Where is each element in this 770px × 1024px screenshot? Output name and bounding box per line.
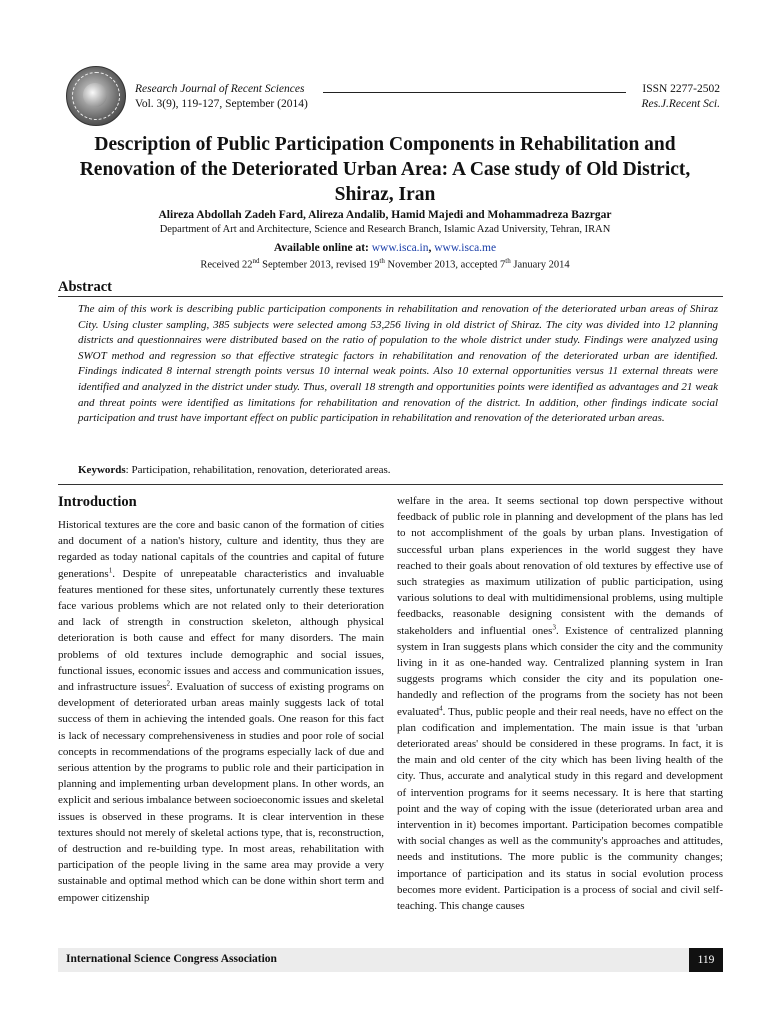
intro-paragraph-left <box>58 517 384 906</box>
citation-3: 3 <box>552 622 556 631</box>
intro-paragraph-right <box>397 493 723 914</box>
right-column <box>397 493 723 914</box>
revised-sup: th <box>379 257 385 265</box>
intro-text-4: welfare in the area. It seems sectional top down perspective without feedback of public role in planning and development of the plans has led to not accomplishment of the goals by urban plans. Investigation of successful urban plans experiences in the world suggest they have reached to their goals about renovation of old textures by effective use of such strategies as maximum utilization of public participation, using various solutions to deal with multidimensional problems, using multiple feedbacks, reasonable designing consistent with the demands of stakeholders and influential ones <box>397 495 723 637</box>
volume-info: Vol. 3(9), 119-127, September (2014) <box>135 98 308 110</box>
abstract-text: The aim of this work is describing public participation components in rehabilitation and renovation of the deteriorated urban areas of Shiraz City. Using cluster sampling, 385 subjects were selected among 53,256 living in old district of Shiraz. The city was divided into 12 planning districts and questionnaires were distributed based on the ratio of population to the whole district under study. Findings were analyzed using SWOT method and regression so that effective strategic factors in rehabilitation and renovation of the deteriorated urban are identified. Findings indicated 8 internal strength points versus 10 internal weak points. Also 10 external opportunities versus 11 external threats were identified and analyzed in the district under study. Thus, overall 18 strength and opportunities points were identified as advantages and 21 weak and threat points were identified as limitations for rehabilitation and renovation of the district. In addition, other findings indicate social participation and trust have important effect on public participation in rehabilitation and renovation of the deteriorated urban areas. <box>78 303 718 425</box>
footer-org: International Science Congress Association <box>66 953 277 965</box>
keywords-label: Keywords <box>78 464 126 476</box>
keywords-rule <box>58 484 723 485</box>
available-online <box>0 242 770 254</box>
isca-in-link[interactable]: www.isca.in <box>371 242 429 254</box>
journal-header-left <box>135 82 308 112</box>
journal-logo-icon <box>66 66 126 126</box>
accepted-sup: th <box>505 257 511 265</box>
citation-4: 4 <box>439 703 443 712</box>
globe-icon <box>83 83 107 107</box>
intro-text-3: . Evaluation of success of existing programs on development of deteriorated urban areas mainly suggests lack of total success of them in achieving the intended goals. One reason for this fact is lack of necessary comprehensiveness in studies and poor role of social concepts in recommendations of the programs especially lack of due and serious attention by the programs to public role and their participation in planning and implementing urban development plans. In other words, an explicit and serious imbalance between socioeconomic issues and skeletal issues is observed in these programs. It is clear intervention in these textures should not merely of skeletal actions type, that is, reconstruction, of destruction and re-building type. In most areas, rehabilitation with participation of the people living in the same area may provide a very sustainable and optimal method which can be done within short term and empower citizenship <box>58 681 384 904</box>
received-sup: nd <box>252 257 260 265</box>
intro-text-1: Historical textures are the core and basic canon of the formation of cities and document of a nation's history, culture and identity, thus they are regarded as today national capitals of the countries and capital of future generations <box>58 519 384 580</box>
citation-2: 2 <box>166 679 171 688</box>
page-number: 119 <box>689 948 723 972</box>
received-prefix: Received 22 <box>200 259 253 271</box>
left-column <box>58 493 384 906</box>
abstract-heading: Abstract <box>58 279 112 295</box>
citation-1: 1 <box>108 565 113 574</box>
issn: ISSN 2277-2502 <box>642 83 720 95</box>
keywords-text: : Participation, rehabilitation, renovation, deteriorated areas. <box>125 464 391 476</box>
isca-me-link[interactable]: www.isca.me <box>434 242 497 254</box>
affiliation: Department of Art and Architecture, Science and Research Branch, Islamic Azad University, Tehran, IRAN <box>159 224 611 235</box>
accepted-text: November 2013, accepted 7 <box>384 259 506 271</box>
received-dates <box>0 257 770 271</box>
footer-bar <box>58 948 723 972</box>
abstract-rule <box>58 296 723 297</box>
introduction-heading: Introduction <box>58 494 137 510</box>
paper-title: Description of Public Participation Components in Rehabilitation and Renovation of the Deteriorated Urban Area: A Case study of Old District, Shiraz, Iran <box>79 134 691 205</box>
authors: Alireza Abdollah Zadeh Fard, Alireza Andalib, Hamid Majedi and Mohammadreza Bazrgar <box>158 209 612 221</box>
intro-text-6: . Thus, public people and their real needs, have no effect on the plan codification and implementation. The main issue is that 'urban deteriorated areas' should be considered in these programs. In fact, it is the main and old center of the city which has been living health of the city. Thus, accurate and analytical study in this regard and development of intervention programs for it seems necessary. It is here that starting point and the way of coping with the issue (deteriorated urban area and intervention in it) becomes important. Participation becomes compatible with social changes as well as the community's approaches and attitudes, needs and institutions. The more public is the community changes; importance of participation and its status in social evolution process becomes more evident. Participation is a process of social and civil self-teaching. This change causes <box>397 705 723 913</box>
journal-abbrev: Res.J.Recent Sci. <box>641 98 720 110</box>
accepted-suffix: January 2014 <box>510 259 570 271</box>
keywords <box>78 464 718 476</box>
intro-text-2: . Despite of unrepeatable characteristics and invaluable features mentioned for these sites, unfortunately currently these textures face various problems which are not related only to their deterioration and lack of strength in construction skeleton, although physical deterioration is both cause and effect for many disorders. The main problems of old textures include demographic and social issues, functional issues, economic issues and access and communication issues, and infrastructure issues <box>58 567 384 694</box>
journal-header-right <box>641 82 720 112</box>
intro-text-5: . Existence of centralized planning system in Iran suggests plans which consider the city and the community living in it as one-handed way. Centralized planning system in Iran suggests programs which consider the city and its population one-handedly and reflection of the programs from the society has not been evaluated <box>397 624 723 718</box>
link-separator: , <box>428 242 435 254</box>
available-label: Available online at: <box>273 242 369 254</box>
journal-name: Research Journal of Recent Sciences <box>135 83 305 95</box>
revised-text: September 2013, revised 19 <box>259 259 380 271</box>
header-rule <box>323 92 626 93</box>
